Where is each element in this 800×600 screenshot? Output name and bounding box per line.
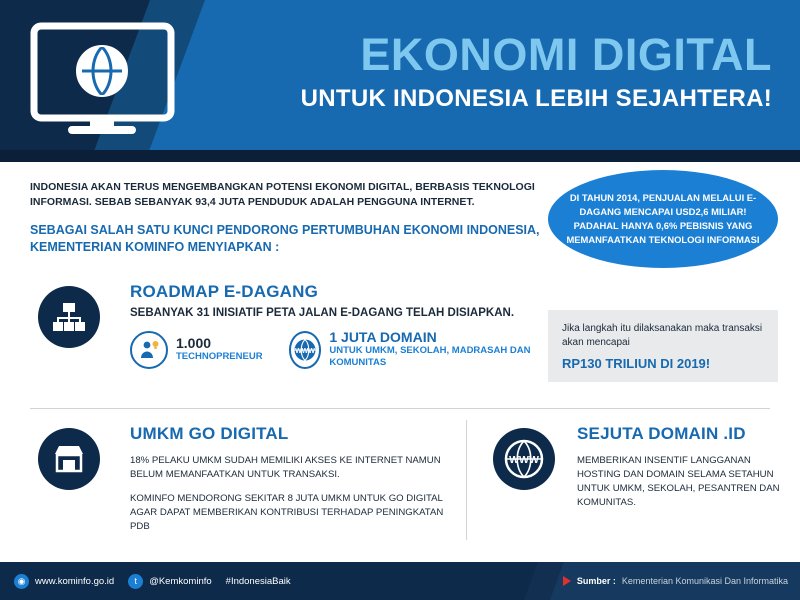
footer-item-hashtag[interactable] [226,576,291,587]
vertical-divider [466,420,467,540]
umkm-text [130,424,450,534]
page-title: EKONOMI DIGITAL [360,29,772,80]
stat-technopreneur-label: TECHNOPRENEUR [176,351,263,362]
person-idea-icon [130,331,168,369]
header-text-block [301,30,772,114]
main-content [0,162,800,562]
stat-domain-number: 1 JUTA DOMAIN [329,329,437,345]
transaction-callout [548,310,778,382]
intro-highlight: SEBAGAI SALAH SATU KUNCI PENDORONG PERTUMBUHAN EKONOMI INDONESIA, KEMENTERIAN KOMINFO MENYIAPKAN : [30,223,540,254]
footer-hashtag-label: #IndonesiaBaik [225,575,291,587]
roadmap-text [130,282,550,319]
globe-icon: ◉ [14,574,29,589]
horizontal-divider [30,408,770,409]
footer-source [563,562,788,600]
twitter-icon: t [128,574,143,589]
storefront-icon [38,428,100,490]
footer-item-twitter[interactable] [128,574,211,589]
stat-domain [289,330,550,369]
domain-paragraph-1: MEMBERIKAN INSENTIF LANGGANAN HOSTING DAN DOMAIN SELAMA SETAHUN UNTUK UMKM, SEKOLAH, PESANTREN DAN KOMUNITAS. [577,455,780,508]
www-globe-icon-large [493,428,555,490]
roadmap-stats [130,330,550,369]
footer-bar [0,562,800,600]
footer-links [14,562,291,600]
stat-domain-label: UNTUK UMKM, SEKOLAH, MADRASAH DAN KOMUNITAS [329,345,531,368]
svg-text:WWW: WWW [295,347,315,355]
intro-block [30,180,550,256]
header-banner [0,0,800,162]
svg-text:WWW: WWW [509,454,539,466]
intro-paragraph: INDONESIA AKAN TERUS MENGEMBANGKAN POTENSI EKONOMI DIGITAL, BERBASIS TEKNOLOGI INFORMASI. SEBAB SEBANYAK 93,4 JUTA PENDUDUK ADALAH PENGGUNA INTERNET. [30,181,535,208]
ellipse-callout-text: DI TAHUN 2014, PENJUALAN MELALUI E-DAGANG MENCAPAI USD2,6 MILIAR! PADAHAL HANYA 0,6% PEBISNIS YANG MEMANFAATKAN TEKNOLOGI INFORMASI [566,192,760,245]
footer-item-website[interactable] [14,574,114,589]
transaction-callout-text: Jika langkah itu dilaksanakan maka transaksi akan mencapai [562,323,763,348]
stat-technopreneur [130,330,263,369]
org-chart-icon [38,286,100,348]
desktop-monitor-globe-icon [30,22,175,142]
umkm-paragraph-1: 18% PELAKU UMKM SUDAH MEMILIKI AKSES KE INTERNET NAMUN BELUM MEMANFAATKAN UNTUK TRANSAKSI. [130,455,441,480]
roadmap-line: SEBANYAK 31 INISIATIF PETA JALAN E-DAGANG TELAH DISIAPKAN. [130,307,515,319]
transaction-callout-highlight: RP130 TRILIUN DI 2019! [562,356,711,371]
source-label: Sumber : [576,576,616,586]
umkm-title: UMKM GO DIGITAL [130,424,289,443]
domain-text [577,424,792,510]
roadmap-title: ROADMAP E-DAGANG [130,282,319,301]
stat-technopreneur-number: 1.000 [176,335,212,351]
umkm-paragraph-2: KOMINFO MENDORONG SEKITAR 8 JUTA UMKM UNTUK GO DIGITAL AGAR DAPAT MEMBERIKAN KONTRIBUSI TERHADAP PENINGKATAN PDB [130,493,444,532]
footer-website-label: www.kominfo.go.id [35,575,115,587]
domain-title: SEJUTA DOMAIN .ID [577,424,746,443]
page-subtitle: UNTUK INDONESIA LEBIH SEJAHTERA! [300,85,772,112]
www-globe-icon [289,331,322,369]
red-triangle-icon [563,576,571,586]
source-text: Kementerian Komunikasi Dan Informatika [621,576,788,586]
ellipse-callout [548,170,778,268]
footer-twitter-label: @Kemkominfo [149,575,212,587]
